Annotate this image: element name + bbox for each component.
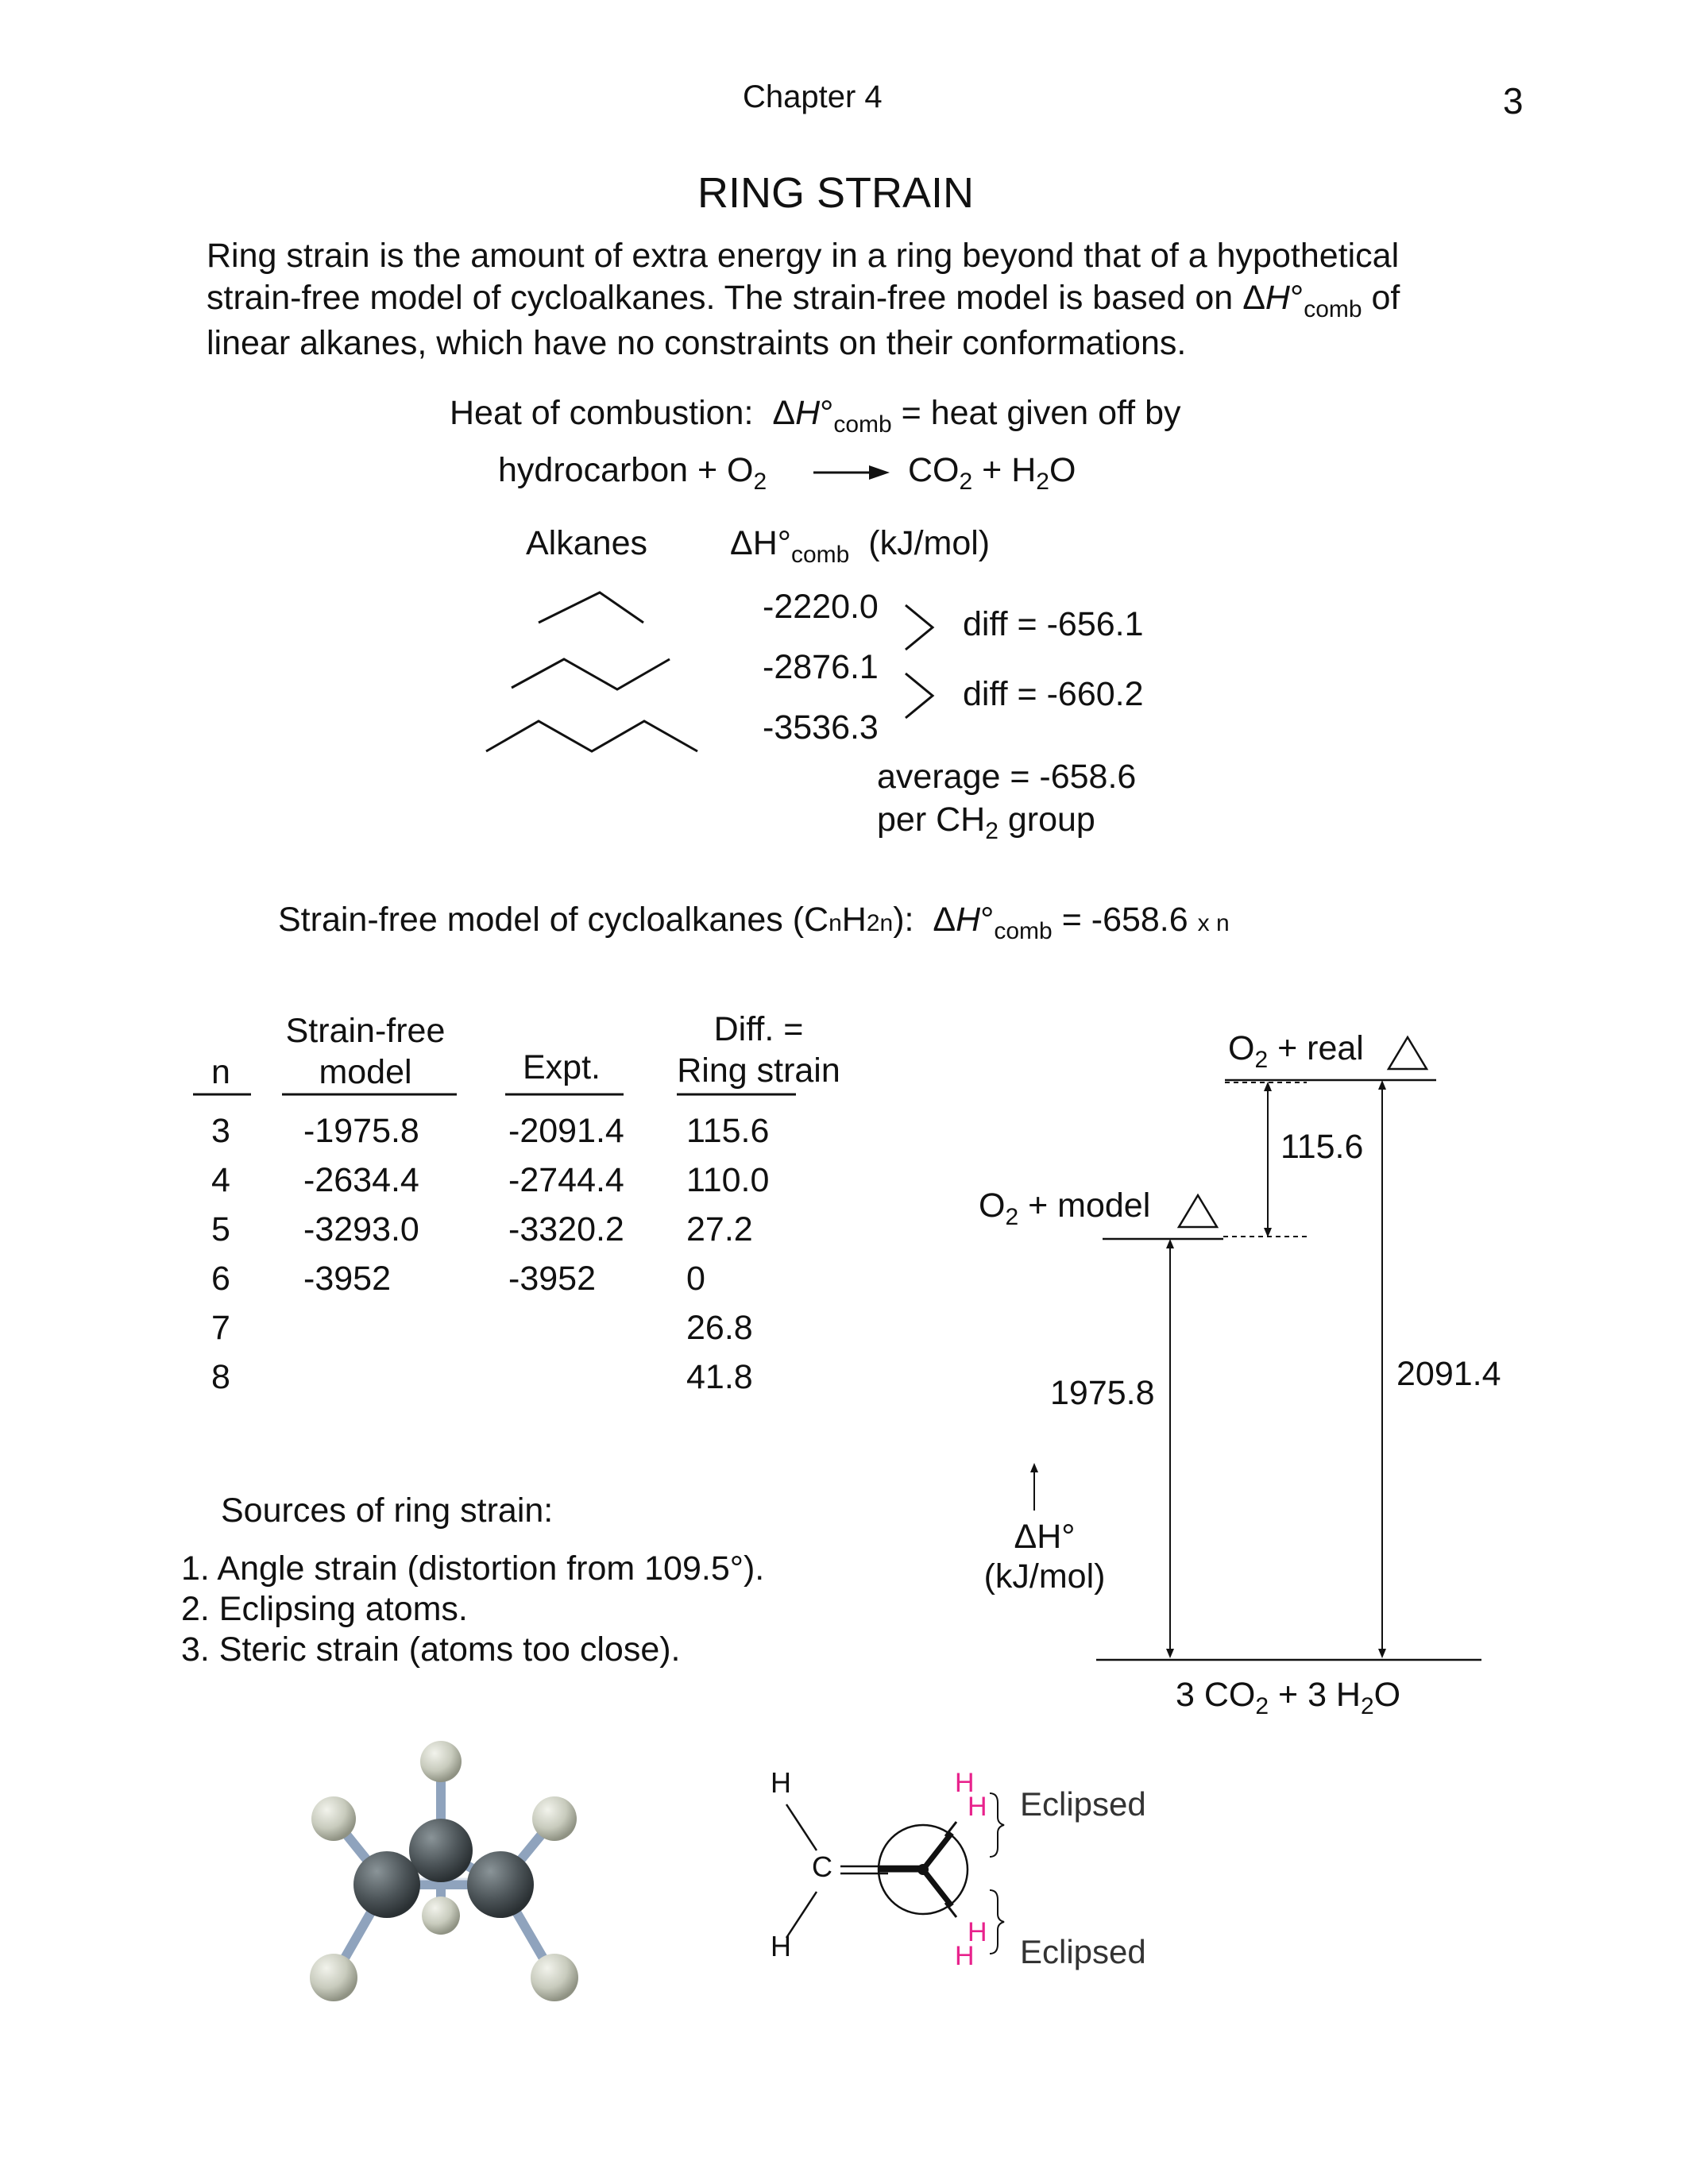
table-cell-strain: 27.2 <box>686 1210 753 1248</box>
table-cell-strain: 110.0 <box>686 1161 770 1199</box>
hydrogen-atom <box>311 1796 356 1841</box>
hydrogen-atom <box>422 1897 460 1935</box>
model-energy-value: 1975.8 <box>1050 1374 1155 1412</box>
propane-value: -2220.0 <box>763 588 879 626</box>
list-item: 1. Angle strain (distortion from 109.5°). <box>181 1549 765 1588</box>
sources-list <box>181 1549 764 1670</box>
table-cell-expt: -3952 <box>508 1260 596 1298</box>
table-cell-strain: 26.8 <box>686 1309 753 1347</box>
diff-1: diff = -656.1 <box>963 605 1144 643</box>
front-carbon-dot <box>917 1864 929 1875</box>
eclipsed-brace-top <box>990 1793 1004 1857</box>
page-title: RING STRAIN <box>697 169 975 217</box>
eclipsed-label-bottom: Eclipsed <box>1020 1933 1146 1970</box>
newman-h-pink-3: H <box>968 1917 987 1947</box>
table-cell-expt: -2091.4 <box>508 1112 624 1150</box>
table-cell-model: -3952 <box>303 1260 391 1298</box>
alkane-structures <box>477 580 715 762</box>
model-triangle-icon <box>1179 1195 1217 1227</box>
newman-c-label: C <box>812 1850 832 1883</box>
cyclopropane-ball-and-stick <box>270 1731 604 2009</box>
butane-structure <box>512 659 670 689</box>
average-line-1: average = -658.6 <box>877 758 1137 796</box>
table-header-rules <box>191 1091 810 1098</box>
intro-line-3: linear alkanes, which have no constraints on their conformations. <box>207 324 1187 362</box>
combustion-reactants: hydrocarbon + $O_2$ <box>498 451 767 495</box>
strain-free-model-equation: Strain-free model of cycloalkanes (CnH2n): $\Delta H^\circ_{comb} = -658.6$ x n <box>278 901 1230 944</box>
dh-comb-column-header: $\Delta H^\circ_{comb}$ (kJ/mol) <box>730 524 991 568</box>
model-state-label: $O_2$ + model <box>979 1187 1151 1230</box>
combustion-products-label: 3 $CO_2 + 3$ $H_2O$ <box>1176 1676 1401 1719</box>
intro-line-2: strain-free model of cycloalkanes. The strain-free model is based on $\Delta H^\circ_{comb}$ of <box>207 279 1400 322</box>
newman-h-pink-4: H <box>955 1941 975 1971</box>
hydrogen-atom <box>532 1796 577 1841</box>
table-cell-expt: -2744.4 <box>508 1161 624 1199</box>
newman-h-pink-2: H <box>968 1792 987 1822</box>
list-item: 2. Eclipsing atoms. <box>181 1590 468 1628</box>
table-cell-strain: 41.8 <box>686 1358 753 1396</box>
newman-h-pink-1: H <box>955 1768 975 1798</box>
combustion-products: $CO_2 + H_2O$ <box>908 451 1076 495</box>
strain-gap-value: 115.6 <box>1280 1128 1364 1166</box>
energy-axis-label: ΔH° (kJ/mol) <box>983 1518 1106 1596</box>
sources-title: Sources of ring strain: <box>221 1491 554 1530</box>
table-cell-n: 4 <box>211 1161 230 1199</box>
list-item: 3. Steric strain (atoms too close). <box>181 1630 681 1669</box>
carbon-atom <box>409 1819 473 1882</box>
carbon-atom <box>353 1851 420 1918</box>
header-expt: Expt. <box>523 1048 601 1086</box>
hydrogen-atom <box>420 1741 462 1782</box>
table-cell-strain: 115.6 <box>686 1112 770 1150</box>
table-cell-n: 5 <box>211 1210 230 1248</box>
propane-structure <box>539 592 643 623</box>
heat-of-combustion-definition: Heat of combustion: $\Delta H^\circ_{comb}$ = heat given off by <box>450 394 1181 438</box>
eclipsed-label-top: Eclipsed <box>1020 1785 1146 1823</box>
real-energy-value: 2091.4 <box>1396 1355 1501 1393</box>
pentane-structure <box>486 721 697 751</box>
chapter-label: Chapter 4 <box>743 79 883 114</box>
table-cell-n: 8 <box>211 1358 230 1396</box>
header-ring-strain: Diff. = Ring strain <box>677 1010 840 1090</box>
table-cell-n: 6 <box>211 1260 230 1298</box>
carbon-atom <box>467 1851 534 1918</box>
header-strain-free-model: Strain-free model <box>285 1012 446 1091</box>
table-cell-n: 3 <box>211 1112 230 1150</box>
table-cell-model: -2634.4 <box>303 1161 419 1199</box>
alkanes-column-header: Alkanes <box>526 524 647 562</box>
table-cell-model: -3293.0 <box>303 1210 419 1248</box>
table-cell-n: 7 <box>211 1309 230 1347</box>
table-cell-strain: 0 <box>686 1260 705 1298</box>
newman-h-left-bottom: H <box>771 1930 791 1962</box>
eclipsed-brace-bottom <box>990 1890 1004 1954</box>
hydrogen-atom <box>310 1954 357 2001</box>
newman-h-left-top: H <box>771 1766 791 1799</box>
page-number: 3 <box>1503 80 1524 122</box>
intro-line-1: Ring strain is the amount of extra energy in a ring beyond that of a hypothetical <box>207 237 1400 275</box>
hydrogen-atom <box>531 1954 578 2001</box>
table-cell-expt: -3320.2 <box>508 1210 624 1248</box>
table-cell-model: -1975.8 <box>303 1112 419 1150</box>
header-n: n <box>211 1053 230 1091</box>
average-line-2: per $CH_2$ group <box>877 801 1095 844</box>
real-state-label: $O_2$ + real <box>1228 1029 1364 1073</box>
diff-2: diff = -660.2 <box>963 675 1144 713</box>
pentane-value: -3536.3 <box>763 708 879 747</box>
difference-brackets <box>898 597 945 732</box>
intro-paragraph <box>207 235 1400 365</box>
butane-value: -2876.1 <box>763 648 879 686</box>
real-triangle-icon <box>1389 1037 1427 1069</box>
reaction-arrow <box>810 461 890 484</box>
